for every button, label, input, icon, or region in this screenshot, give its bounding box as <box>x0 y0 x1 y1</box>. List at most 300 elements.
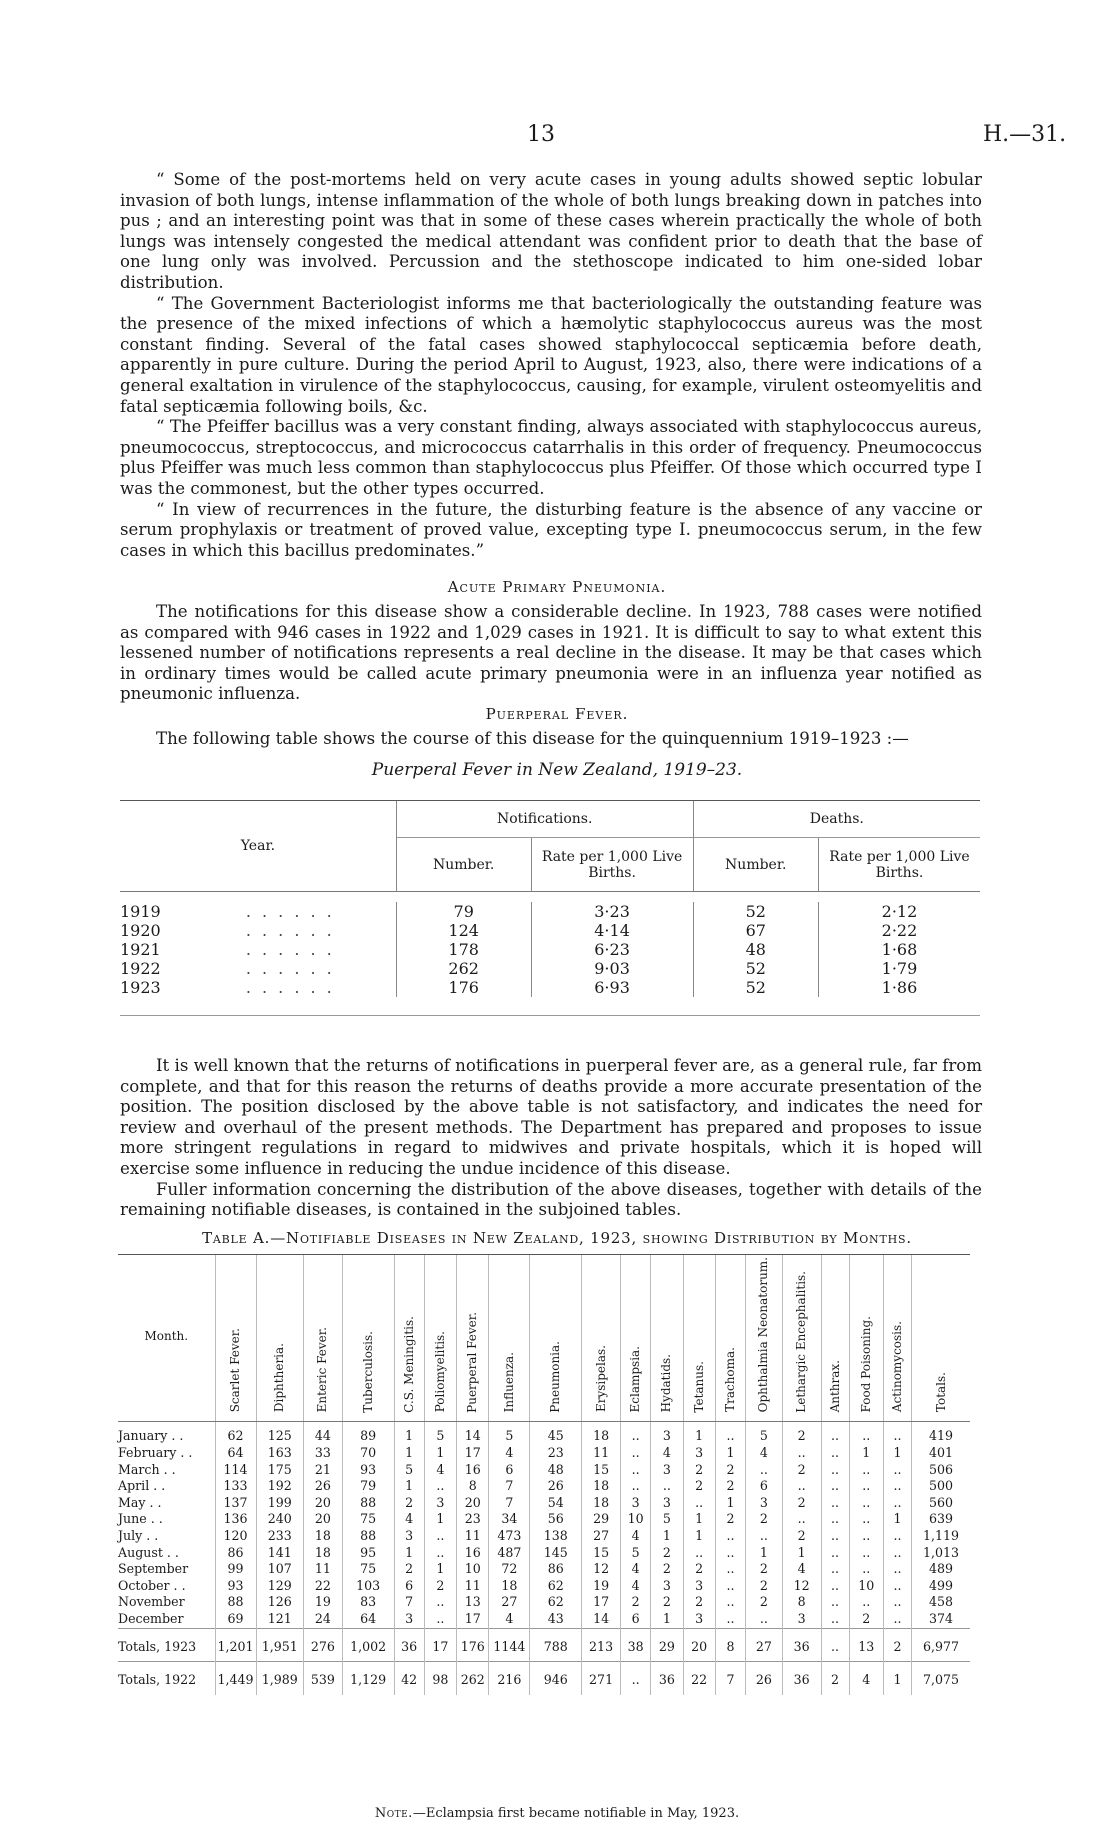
month-row <box>118 1545 970 1562</box>
col-header-month: Month. <box>118 1255 215 1422</box>
table-cell: 11 <box>582 1445 621 1462</box>
month-row <box>118 1495 970 1512</box>
table-cell: 26 <box>303 1478 342 1495</box>
table-cell: .. <box>620 1422 650 1445</box>
col-header-deaths: Deaths. <box>693 801 980 838</box>
table-cell: 4 <box>746 1445 783 1462</box>
table-cell: 4 <box>782 1561 821 1578</box>
table-cell: 86 <box>530 1561 582 1578</box>
paragraph: “ Some of the post-mortems held on very acute cases in young adults showed septic lobular invasion of both lungs, intense inflammation of the whole of both lungs breaking down in patches into pus ; and an interesting point was that in some of these cases wherein practically the whole of both lungs was intensely congested the medical attendant was confident prior to death that the base of one lung only was involved. Percussion and the stethoscope indicated to him one-sided lobar distribution. <box>120 170 982 292</box>
table-cell: 36 <box>782 1628 821 1662</box>
col-header-erysipelas <box>582 1255 621 1422</box>
notif-number-cell: 178 <box>396 940 531 959</box>
table-cell: 176 <box>457 1628 489 1662</box>
table-cell: 70 <box>342 1445 394 1462</box>
table-cell: 1 <box>849 1445 884 1462</box>
table-cell: 36 <box>394 1628 424 1662</box>
death-number-cell: 52 <box>693 902 818 921</box>
col-header-tetanus <box>683 1255 715 1422</box>
table-cell: 192 <box>256 1478 303 1495</box>
table-cell: 3 <box>746 1495 783 1512</box>
table-cell: .. <box>884 1561 912 1578</box>
table-cell: 1 <box>884 1662 912 1695</box>
table-cell: 16 <box>457 1545 489 1562</box>
page-number: 13 <box>527 122 555 147</box>
row-label: May . . <box>118 1494 162 1510</box>
table-cell: 1 <box>394 1422 424 1445</box>
table-cell: 79 <box>342 1478 394 1495</box>
col-header-actinomycosis <box>884 1255 912 1422</box>
table-cell: 10 <box>849 1578 884 1595</box>
death-rate-cell: 1·86 <box>818 978 980 997</box>
table-cell: 107 <box>256 1561 303 1578</box>
table-cell: 489 <box>912 1561 970 1578</box>
table-a-title: Table A.—Notifiable Diseases in New Zealand, 1923, showing Distribution by Months. <box>202 1229 912 1247</box>
table-cell: 3 <box>620 1495 650 1512</box>
table-cell: 38 <box>620 1628 650 1662</box>
table-cell: .. <box>884 1528 912 1545</box>
column-label: Enteric Fever. <box>315 1326 330 1413</box>
table-cell: 129 <box>256 1578 303 1595</box>
table-cell: 1 <box>424 1511 456 1528</box>
year-cell: 1922 <box>120 959 161 978</box>
table-cell: 2 <box>746 1511 783 1528</box>
col-header-totals <box>912 1255 970 1422</box>
table-cell: 2 <box>746 1594 783 1611</box>
table-cell: .. <box>821 1545 849 1562</box>
table-cell: .. <box>849 1495 884 1512</box>
table-cell: .. <box>849 1528 884 1545</box>
table-cell: 1 <box>651 1528 683 1545</box>
table-cell: 62 <box>530 1594 582 1611</box>
table-cell: .. <box>884 1422 912 1445</box>
table-cell: 3 <box>651 1578 683 1595</box>
table-cell: 175 <box>256 1462 303 1479</box>
death-number-cell: 67 <box>693 921 818 940</box>
table-cell: 6 <box>746 1478 783 1495</box>
table-cell: 1,449 <box>215 1662 256 1695</box>
table-cell: 6 <box>394 1578 424 1595</box>
table-cell: 17 <box>582 1594 621 1611</box>
column-label: Scarlet Fever. <box>228 1328 243 1413</box>
table-cell: 98 <box>424 1662 456 1695</box>
month-row <box>118 1561 970 1578</box>
table-cell: 10 <box>457 1561 489 1578</box>
table-cell: 7 <box>489 1495 530 1512</box>
table-cell: 1,013 <box>912 1545 970 1562</box>
col-header-hydatids <box>651 1255 683 1422</box>
month-row <box>118 1594 970 1611</box>
column-label: Puerperal Fever. <box>465 1311 480 1413</box>
table-cell: 216 <box>489 1662 530 1695</box>
table-cell: .. <box>884 1478 912 1495</box>
notif-rate-cell: 4·14 <box>531 921 693 940</box>
row-label: April . . <box>118 1478 166 1494</box>
table-cell: 1,129 <box>342 1662 394 1695</box>
column-label: Food Poisoning. <box>858 1315 873 1413</box>
paragraph: The following table shows the course of this disease for the quinquennium 1919–1923 :— <box>156 729 909 748</box>
year-cell: 1923 <box>120 978 161 997</box>
table-cell: 2 <box>715 1478 745 1495</box>
table-cell: 2 <box>424 1578 456 1595</box>
table-cell: 2 <box>746 1578 783 1595</box>
table-cell: 72 <box>489 1561 530 1578</box>
table-cell: 6,977 <box>912 1628 970 1662</box>
table-cell: 1 <box>884 1511 912 1528</box>
document-reference: H.—31. <box>983 122 1067 147</box>
table-cell: .. <box>715 1611 745 1628</box>
table-cell: 18 <box>489 1578 530 1595</box>
col-header-scarlet-fever <box>215 1255 256 1422</box>
table-cell: .. <box>821 1495 849 1512</box>
table-cell: .. <box>424 1611 456 1628</box>
column-label: Diphtheria. <box>272 1343 287 1413</box>
table-cell: 22 <box>683 1662 715 1695</box>
death-rate-cell: 1·68 <box>818 940 980 959</box>
notif-number-cell: 262 <box>396 959 531 978</box>
table-cell: 1,989 <box>256 1662 303 1695</box>
col-header-c-s-meningitis <box>394 1255 424 1422</box>
closing-text <box>120 1056 982 1221</box>
table-cell: 3 <box>651 1495 683 1512</box>
table-a <box>118 1254 970 1695</box>
table-cell: 3 <box>683 1578 715 1595</box>
table-cell: .. <box>715 1594 745 1611</box>
section-heading-acute-pneumonia: Acute Primary Pneumonia. <box>447 578 667 596</box>
table-cell: .. <box>683 1545 715 1562</box>
table-cell: 5 <box>620 1545 650 1562</box>
table-cell: 1 <box>394 1545 424 1562</box>
row-label: September <box>118 1561 189 1577</box>
column-label: Tuberculosis. <box>360 1330 375 1413</box>
death-number-cell: 52 <box>693 959 818 978</box>
col-header-anthrax <box>821 1255 849 1422</box>
column-label: Ophthalmia Neonatorum. <box>756 1257 771 1413</box>
table-cell: .. <box>821 1478 849 1495</box>
paragraph: Fuller information concerning the distribution of the above diseases, together with details of the remaining notifiable diseases, is contained in the subjoined tables. <box>120 1179 982 1220</box>
table-cell: .. <box>424 1594 456 1611</box>
table-cell: 213 <box>582 1628 621 1662</box>
table-cell: .. <box>884 1495 912 1512</box>
table-cell: .. <box>746 1611 783 1628</box>
table-cell: .. <box>715 1528 745 1545</box>
table-cell: 1 <box>715 1495 745 1512</box>
table-cell: 20 <box>457 1495 489 1512</box>
column-label: Actinomycosis. <box>890 1321 905 1413</box>
notif-number-cell: 124 <box>396 921 531 940</box>
table-cell: .. <box>782 1445 821 1462</box>
table-cell: .. <box>715 1578 745 1595</box>
table-cell: 1 <box>394 1445 424 1462</box>
table-cell: .. <box>424 1545 456 1562</box>
table-cell: 24 <box>303 1611 342 1628</box>
paragraph: “ In view of recurrences in the future, the disturbing feature is the absence of any vaccine or serum prophylaxis or treatment of proved value, excepting type I. pneumococcus serum, in the few cases in which this bacillus predominates.” <box>120 499 982 560</box>
table-cell: .. <box>821 1561 849 1578</box>
table-cell: 1 <box>683 1422 715 1445</box>
column-label: Hydatids. <box>659 1353 674 1413</box>
table-cell: 1 <box>746 1545 783 1562</box>
table-cell: 5 <box>489 1422 530 1445</box>
table-cell: 99 <box>215 1561 256 1578</box>
table-cell: 120 <box>215 1528 256 1545</box>
col-header-notif-number: Number. <box>396 838 531 892</box>
table-cell: 1 <box>782 1545 821 1562</box>
table-cell: 18 <box>582 1478 621 1495</box>
table-cell: 4 <box>620 1561 650 1578</box>
table-cell: 1 <box>394 1478 424 1495</box>
table-cell: 88 <box>215 1594 256 1611</box>
table-cell: 133 <box>215 1478 256 1495</box>
death-rate-cell: 1·79 <box>818 959 980 978</box>
table-cell: 16 <box>457 1462 489 1479</box>
table-cell: 34 <box>489 1511 530 1528</box>
table-row <box>120 978 980 997</box>
row-label: January . . <box>118 1428 184 1444</box>
table-cell: 1144 <box>489 1628 530 1662</box>
table-cell: 114 <box>215 1462 256 1479</box>
notif-rate-cell: 6·23 <box>531 940 693 959</box>
table-cell: 8 <box>782 1594 821 1611</box>
row-label: Totals, 1922 <box>118 1662 215 1695</box>
table-cell: 4 <box>620 1528 650 1545</box>
col-header-trachoma <box>715 1255 745 1422</box>
table-cell: 3 <box>424 1495 456 1512</box>
table-cell: 45 <box>530 1422 582 1445</box>
table-cell: .. <box>821 1528 849 1545</box>
month-row <box>118 1528 970 1545</box>
dot-leader: . . . . . . <box>245 978 335 997</box>
table-cell: 12 <box>582 1561 621 1578</box>
table-cell: 1 <box>424 1445 456 1462</box>
month-row <box>118 1578 970 1595</box>
month-row <box>118 1611 970 1628</box>
table-cell: 233 <box>256 1528 303 1545</box>
col-header-poliomyelitis <box>424 1255 456 1422</box>
table-cell: 4 <box>620 1578 650 1595</box>
table-cell: .. <box>782 1478 821 1495</box>
table-row <box>120 959 980 978</box>
table-cell: 458 <box>912 1594 970 1611</box>
table-cell: .. <box>821 1611 849 1628</box>
table-cell: .. <box>651 1478 683 1495</box>
paragraph: It is well known that the returns of notifications in puerperal fever are, as a general rule, far from complete, and that for this reason the returns of deaths provide a more accurate presentation of the position. The position disclosed by the above table is not satisfactory, and indicates the need for review and overhaul of the present methods. The Department has prepared and proposes to issue more stringent regulations in regard to midwives and private hospitals, which it is hoped will exercise some influence in reducing the undue incidence of this disease. <box>120 1056 982 1178</box>
table-cell: 5 <box>746 1422 783 1445</box>
table-cell: 2 <box>782 1422 821 1445</box>
dot-leader: . . . . . . <box>245 959 335 978</box>
table-cell: 136 <box>215 1511 256 1528</box>
notif-rate-cell: 9·03 <box>531 959 693 978</box>
table-cell: 17 <box>457 1445 489 1462</box>
dot-leader: . . . . . . <box>245 902 335 921</box>
table-cell: 4 <box>489 1445 530 1462</box>
table-cell: 93 <box>215 1578 256 1595</box>
col-header-puerperal-fever <box>457 1255 489 1422</box>
table-cell: 560 <box>912 1495 970 1512</box>
table-cell: .. <box>821 1578 849 1595</box>
table-cell: 27 <box>489 1594 530 1611</box>
table-cell: 2 <box>651 1594 683 1611</box>
column-label: Anthrax. <box>827 1359 842 1413</box>
table-cell: 2 <box>683 1462 715 1479</box>
table-cell: 3 <box>683 1445 715 1462</box>
death-rate-cell: 2·12 <box>818 902 980 921</box>
note-text: —Eclampsia first became notifiable in May, 1923. <box>412 1806 740 1821</box>
table-cell: 56 <box>530 1511 582 1528</box>
col-header-tuberculosis <box>342 1255 394 1422</box>
table-cell: .. <box>849 1422 884 1445</box>
table-cell: 17 <box>424 1628 456 1662</box>
table-cell: 5 <box>394 1462 424 1479</box>
table-cell: 199 <box>256 1495 303 1512</box>
row-label: November <box>118 1594 185 1610</box>
table-cell: 83 <box>342 1594 394 1611</box>
table-cell: .. <box>849 1478 884 1495</box>
table-cell: 2 <box>715 1511 745 1528</box>
table-cell: 36 <box>651 1662 683 1695</box>
column-label: Erysipelas. <box>593 1345 608 1413</box>
table-cell: 89 <box>342 1422 394 1445</box>
column-label: Influenza. <box>501 1352 516 1413</box>
table-cell: 2 <box>394 1561 424 1578</box>
table-cell: 2 <box>683 1594 715 1611</box>
col-header-ophthalmia-neonatorum <box>746 1255 783 1422</box>
year-cell: 1919 <box>120 902 161 921</box>
col-header-enteric-fever <box>303 1255 342 1422</box>
table-cell: 126 <box>256 1594 303 1611</box>
table-cell: 4 <box>651 1445 683 1462</box>
table-cell: 12 <box>782 1578 821 1595</box>
table-cell: 2 <box>782 1528 821 1545</box>
row-label: December <box>118 1610 184 1626</box>
table-cell: .. <box>849 1594 884 1611</box>
table-cell: .. <box>884 1611 912 1628</box>
column-label: Tetanus. <box>691 1360 706 1413</box>
table-cell: 18 <box>582 1422 621 1445</box>
death-number-cell: 52 <box>693 978 818 997</box>
month-row <box>118 1422 970 1445</box>
paragraph: “ The Government Bacteriologist informs me that bacteriologically the outstanding feature was the presence of the mixed infections of which a hæmolytic staphylococcus aureus was the most constant finding. Several of the fatal cases showed staphylococcal septicæmia before death, apparently in pure culture. During the period April to August, 1923, also, there were indications of a general exaltation in virulence of the staphylococcus, causing, for example, virulent osteomyelitis and fatal septicæmia following boils, &c. <box>120 293 982 416</box>
table-cell: 6 <box>489 1462 530 1479</box>
col-header-lethargic-encephalitis <box>782 1255 821 1422</box>
table-cell: 374 <box>912 1611 970 1628</box>
table-cell: 29 <box>651 1628 683 1662</box>
death-rate-cell: 2·22 <box>818 921 980 940</box>
table-cell: 499 <box>912 1578 970 1595</box>
table-cell: 487 <box>489 1545 530 1562</box>
table-cell: 14 <box>582 1611 621 1628</box>
table-cell: 3 <box>651 1462 683 1479</box>
table-cell: 4 <box>849 1662 884 1695</box>
table-cell: 103 <box>342 1578 394 1595</box>
table-cell: 43 <box>530 1611 582 1628</box>
row-label: June . . <box>118 1511 163 1527</box>
column-label: C.S. Meningitis. <box>401 1315 416 1413</box>
table-cell: 2 <box>651 1545 683 1562</box>
column-label: Eclampsia. <box>628 1345 643 1413</box>
table-cell: 93 <box>342 1462 394 1479</box>
table-cell: 2 <box>715 1462 745 1479</box>
table-cell: 2 <box>821 1662 849 1695</box>
quoted-report <box>120 170 982 561</box>
table-cell: 86 <box>215 1545 256 1562</box>
table-cell: 8 <box>715 1628 745 1662</box>
table-cell: 262 <box>457 1662 489 1695</box>
table-cell: 401 <box>912 1445 970 1462</box>
table-cell: 141 <box>256 1545 303 1562</box>
table-cell: .. <box>620 1662 650 1695</box>
table-cell: .. <box>821 1511 849 1528</box>
dot-leader: . . . . . . <box>245 940 335 959</box>
table-cell: .. <box>746 1528 783 1545</box>
table-cell: 20 <box>303 1511 342 1528</box>
table-cell: .. <box>884 1462 912 1479</box>
table-cell: 10 <box>620 1511 650 1528</box>
table-cell: .. <box>849 1561 884 1578</box>
paragraph: “ The Pfeiffer bacillus was a very constant finding, always associated with staphylococcus aureus, pneumococcus, streptococcus, and micrococcus catarrhalis in this order of frequency. Pneumococcus plus Pfeiffer was much less common than staphylococcus plus Pfeiffer. Of those which occurred type I was the commonest, but the other types occurred. <box>120 417 982 498</box>
table-cell: 138 <box>530 1528 582 1545</box>
puerperal-intro <box>120 729 982 750</box>
column-label: Poliomyelitis. <box>432 1331 447 1413</box>
table-cell: 2 <box>782 1462 821 1479</box>
table-cell: 473 <box>489 1528 530 1545</box>
col-header-notif-rate: Rate per 1,000 Live Births. <box>531 838 693 892</box>
death-number-cell: 48 <box>693 940 818 959</box>
table-cell: .. <box>424 1478 456 1495</box>
table-cell: 17 <box>457 1611 489 1628</box>
table-cell: 42 <box>394 1662 424 1695</box>
table-cell: 11 <box>303 1561 342 1578</box>
col-header-influenza <box>489 1255 530 1422</box>
table-cell: 27 <box>746 1628 783 1662</box>
table-cell: 137 <box>215 1495 256 1512</box>
table-cell: 121 <box>256 1611 303 1628</box>
table-cell: 18 <box>303 1528 342 1545</box>
table-cell: 7 <box>394 1594 424 1611</box>
table-cell: 95 <box>342 1545 394 1562</box>
table-cell: 1,002 <box>342 1628 394 1662</box>
month-row <box>118 1462 970 1479</box>
table-cell: 5 <box>651 1511 683 1528</box>
table-cell: 19 <box>303 1594 342 1611</box>
year-cell: 1920 <box>120 921 161 940</box>
table-cell: .. <box>849 1545 884 1562</box>
table-cell: .. <box>821 1445 849 1462</box>
row-label: February . . <box>118 1444 193 1460</box>
table-cell: 14 <box>457 1422 489 1445</box>
notif-number-cell: 176 <box>396 978 531 997</box>
table-cell: 26 <box>746 1662 783 1695</box>
table-cell: 539 <box>303 1662 342 1695</box>
table-cell: .. <box>620 1478 650 1495</box>
table-cell: 2 <box>683 1561 715 1578</box>
row-label: Totals, 1923 <box>118 1628 215 1662</box>
table-cell: 1,119 <box>912 1528 970 1545</box>
table-cell: 69 <box>215 1611 256 1628</box>
month-row <box>118 1445 970 1462</box>
table-cell: 75 <box>342 1511 394 1528</box>
table-cell: 23 <box>530 1445 582 1462</box>
table-cell: 36 <box>782 1662 821 1695</box>
table-cell: .. <box>715 1561 745 1578</box>
table-cell: 62 <box>215 1422 256 1445</box>
table-cell: 4 <box>394 1511 424 1528</box>
table-cell: 163 <box>256 1445 303 1462</box>
month-row <box>118 1478 970 1495</box>
table-cell: 2 <box>884 1628 912 1662</box>
table-cell: .. <box>849 1462 884 1479</box>
table-cell: 240 <box>256 1511 303 1528</box>
table-cell: 64 <box>215 1445 256 1462</box>
